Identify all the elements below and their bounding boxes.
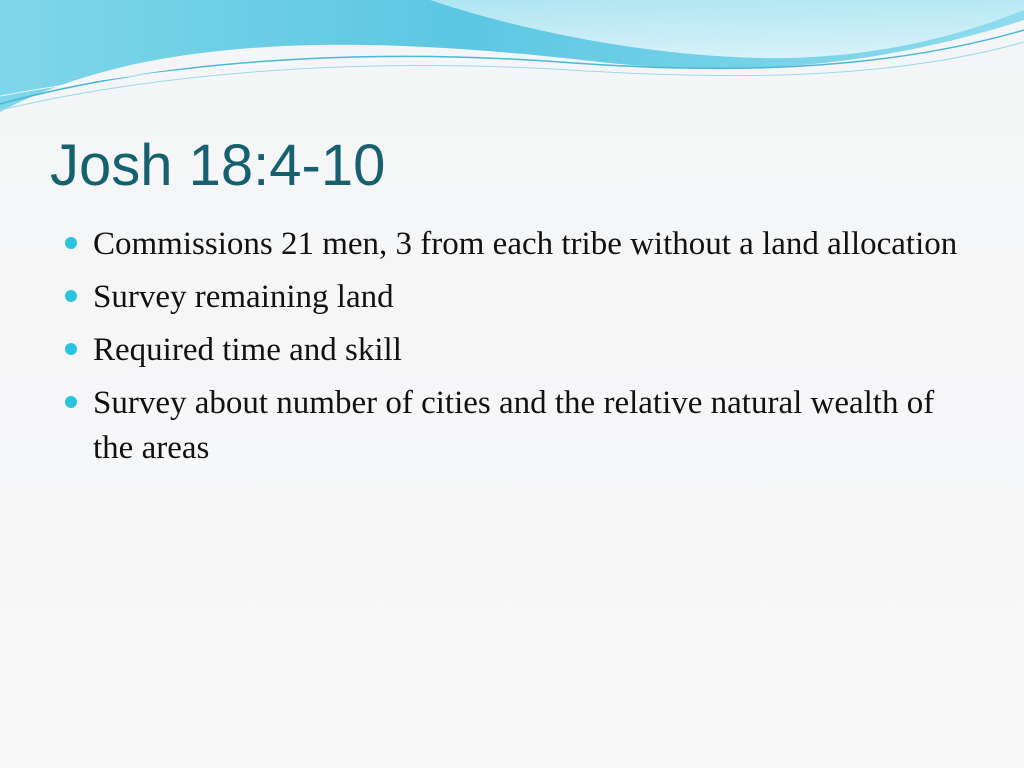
bullet-text: Survey remaining land: [93, 279, 394, 315]
bullet-item: [62, 381, 962, 471]
bullet-dot-icon: [65, 396, 77, 408]
slide-title: Josh 18:4-10: [50, 133, 386, 198]
bullet-item: [62, 222, 962, 267]
bullet-text: Survey about number of cities and the relative natural wealth of the areas: [93, 385, 935, 466]
bullet-dot-icon: [65, 290, 77, 302]
bullet-text: Commissions 21 men, 3 from each tribe without a land allocation: [93, 226, 958, 262]
bullet-item: [62, 275, 962, 320]
bullet-dot-icon: [65, 343, 77, 355]
bullet-dot-icon: [65, 237, 77, 249]
bullet-list: [62, 222, 962, 479]
bullet-text: Required time and skill: [93, 332, 402, 368]
wave-decoration: [0, 0, 1024, 130]
bullet-item: [62, 328, 962, 373]
